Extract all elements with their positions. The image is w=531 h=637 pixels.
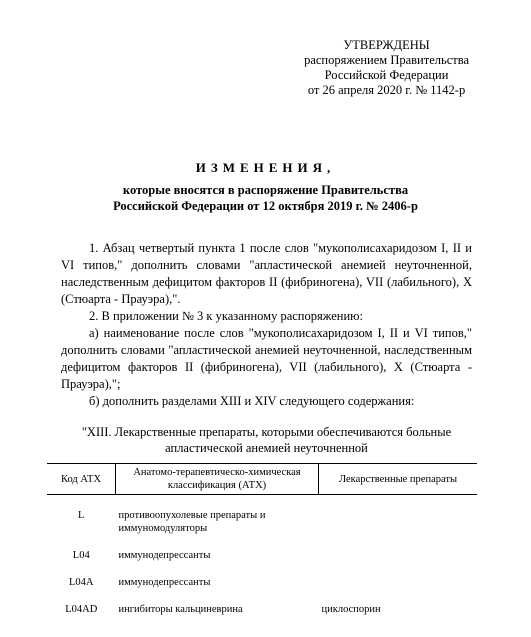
cell-code: L04 [72, 550, 90, 561]
cell-code: L04AD [65, 604, 98, 615]
cell-drug [319, 545, 478, 572]
cell-drug: циклоспорин [321, 604, 381, 615]
subtitle-line: Российской Федерации от 12 октября 2019 г. № 2406-р [113, 199, 418, 213]
cell-atc: ингибиторы кальциневрина [118, 604, 243, 615]
header-code: Код АТХ [47, 464, 116, 495]
table-row [47, 572, 477, 599]
cell-atc: противоопухолевые препараты и иммуномодуляторы [118, 510, 266, 534]
cell-drug [319, 495, 478, 546]
approval-date: от 26 апреля 2020 г. № 1142-р [307, 83, 466, 97]
paragraph-3: а) наименование после слов "мукополисахаридозом I, II и VI типов," дополнить словами "апластической анемией неуточненной, наследственным дефицитом факторов II (фибриногена), VII (лабильного), X (Стюарта - Прауэра),"; [61, 326, 472, 391]
paragraph-4: б) дополнить разделами XIII и XIV следующего содержания: [89, 394, 415, 408]
section-title [61, 424, 472, 456]
approval-line: Российской Федерации [324, 68, 449, 82]
cell-code: L04A [69, 577, 94, 588]
approval-line: распоряжением Правительства [304, 53, 469, 67]
cell-atc: иммунодепрессанты [118, 550, 211, 561]
approval-block [304, 38, 469, 98]
table-row [47, 495, 477, 546]
header-drugs: Лекарственные препараты [319, 464, 478, 495]
document-subtitle [0, 182, 531, 214]
section-title-line: апластической анемией неуточненной [165, 441, 368, 455]
header-atc: Анатомо-терапевтическо-химическая классификация (АТХ) [116, 464, 319, 495]
subtitle-line: которые вносятся в распоряжение Правительства [122, 183, 409, 197]
cell-drug [319, 572, 478, 599]
section-title-line: "XIII. Лекарственные препараты, которыми обеспечиваются больные [81, 425, 452, 439]
table-header-row [47, 464, 477, 495]
document-body [61, 240, 472, 410]
cell-atc: иммунодепрессанты [118, 577, 211, 588]
cell-code: L [78, 510, 85, 521]
approval-line: УТВЕРЖДЕНЫ [343, 38, 430, 52]
drugs-table [47, 463, 477, 626]
table-row [47, 545, 477, 572]
paragraph-2: 2. В приложении № 3 к указанному распоряжению: [89, 309, 363, 323]
document-title: ИЗМЕНЕНИЯ, [195, 160, 336, 175]
paragraph-1: 1. Абзац четвертый пункта 1 после слов "мукополисахаридозом I, II и VI типов," дополнить словами "апластической анемией неуточненной, наследственным дефицитом факторов II (фибриногена), VII (лабильного), X (Стюарта - Прауэра),". [61, 241, 472, 306]
table-row [47, 599, 477, 626]
